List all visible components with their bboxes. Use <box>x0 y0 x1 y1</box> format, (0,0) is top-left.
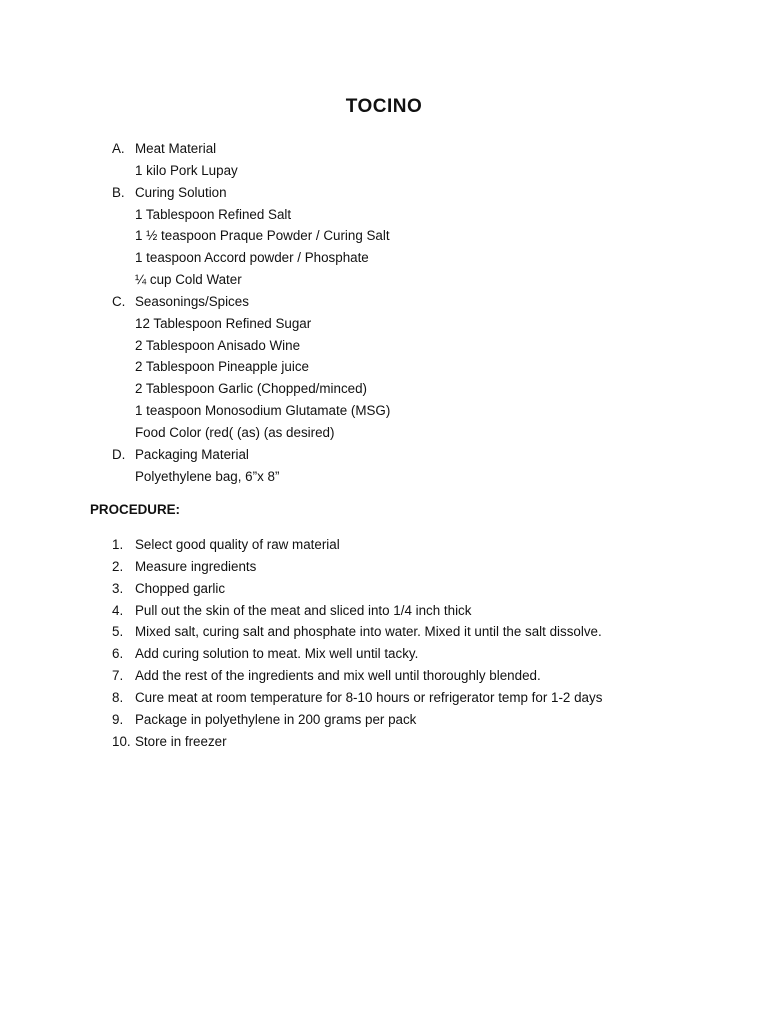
ingredient-item <box>0 204 768 226</box>
ingredient-text: 1 teaspoon Accord powder / Phosphate <box>135 250 369 266</box>
ingredient-section-meat <box>0 138 768 160</box>
ingredient-text: 1 kilo Pork Lupay <box>135 162 238 178</box>
ingredient-item <box>0 335 768 357</box>
ingredients-list <box>0 138 768 488</box>
ingredient-text: Food Color (red( (as) (as desired) <box>135 424 335 440</box>
section-marker: C. <box>112 293 126 309</box>
ingredient-section-packaging <box>0 444 768 466</box>
ingredient-item <box>0 422 768 444</box>
step-text: Chopped garlic <box>135 580 226 596</box>
step-number: 1. <box>112 537 124 552</box>
ingredient-text: Polyethylene bag, 6”x 8” <box>135 468 280 484</box>
ingredient-text: ¼ cup Cold Water <box>135 272 242 288</box>
ingredient-item <box>0 269 768 291</box>
step-text: Pull out the skin of the meat and sliced into 1/4 inch thick <box>135 602 472 618</box>
procedure-step <box>0 600 768 622</box>
ingredient-item <box>0 225 768 247</box>
ingredient-item <box>0 400 768 422</box>
ingredient-text: 2 Tablespoon Garlic (Chopped/minced) <box>135 381 367 397</box>
ingredient-text: 2 Tablespoon Pineapple juice <box>135 359 309 375</box>
procedure-step <box>0 556 768 578</box>
step-text: Cure meat at room temperature for 8-10 hours or refrigerator temp for 1-2 days <box>135 689 603 705</box>
ingredient-item <box>0 160 768 182</box>
ingredient-item <box>0 247 768 269</box>
step-number: 7. <box>112 668 124 684</box>
step-text: Mixed salt, curing salt and phosphate into water. Mixed it until the salt dissolve. <box>135 624 602 640</box>
section-marker: A. <box>112 141 125 156</box>
ingredient-text: 1 ½ teaspoon Praque Powder / Curing Salt <box>135 228 390 244</box>
page-title: TOCINO <box>345 96 423 117</box>
procedure-step <box>0 621 768 643</box>
step-text: Store in freezer <box>135 733 227 749</box>
procedure-step <box>0 643 768 665</box>
step-number: 4. <box>112 602 124 618</box>
procedure-step <box>0 578 768 600</box>
procedure-step <box>0 534 768 556</box>
section-marker: B. <box>112 184 125 200</box>
procedure-step <box>0 709 768 731</box>
ingredient-text: 1 teaspoon Monosodium Glutamate (MSG) <box>135 403 391 419</box>
step-text: Add curing solution to meat. Mix well until tacky. <box>135 646 419 662</box>
ingredient-item <box>0 313 768 335</box>
section-heading: Seasonings/Spices <box>135 293 249 309</box>
step-number: 8. <box>112 689 124 705</box>
ingredient-text: 12 Tablespoon Refined Sugar <box>135 315 312 331</box>
ingredient-text: 1 Tablespoon Refined Salt <box>135 206 292 222</box>
section-marker: D. <box>112 446 126 462</box>
step-text: Select good quality of raw material <box>135 537 340 552</box>
step-text: Add the rest of the ingredients and mix well until thoroughly blended. <box>135 668 541 684</box>
procedure-steps-list <box>0 534 768 752</box>
ingredient-item <box>0 356 768 378</box>
step-number: 10. <box>112 733 131 749</box>
procedure-step <box>0 687 768 709</box>
ingredient-item <box>0 378 768 400</box>
step-number: 2. <box>112 558 124 574</box>
step-number: 3. <box>112 580 124 596</box>
procedure-step <box>0 731 768 753</box>
step-number: 9. <box>112 711 124 727</box>
ingredient-text: 2 Tablespoon Anisado Wine <box>135 337 301 353</box>
procedure-heading: PROCEDURE: <box>90 502 181 517</box>
ingredient-item <box>0 466 768 488</box>
ingredient-section-seasonings <box>0 291 768 313</box>
step-text: Package in polyethylene in 200 grams per pack <box>135 711 417 727</box>
step-number: 6. <box>112 646 124 662</box>
procedure-step <box>0 665 768 687</box>
section-heading: Meat Material <box>135 141 217 156</box>
section-heading: Curing Solution <box>135 184 227 200</box>
step-number: 5. <box>112 624 124 640</box>
section-heading: Packaging Material <box>135 446 249 462</box>
ingredient-section-curing <box>0 182 768 204</box>
step-text: Measure ingredients <box>135 558 257 574</box>
